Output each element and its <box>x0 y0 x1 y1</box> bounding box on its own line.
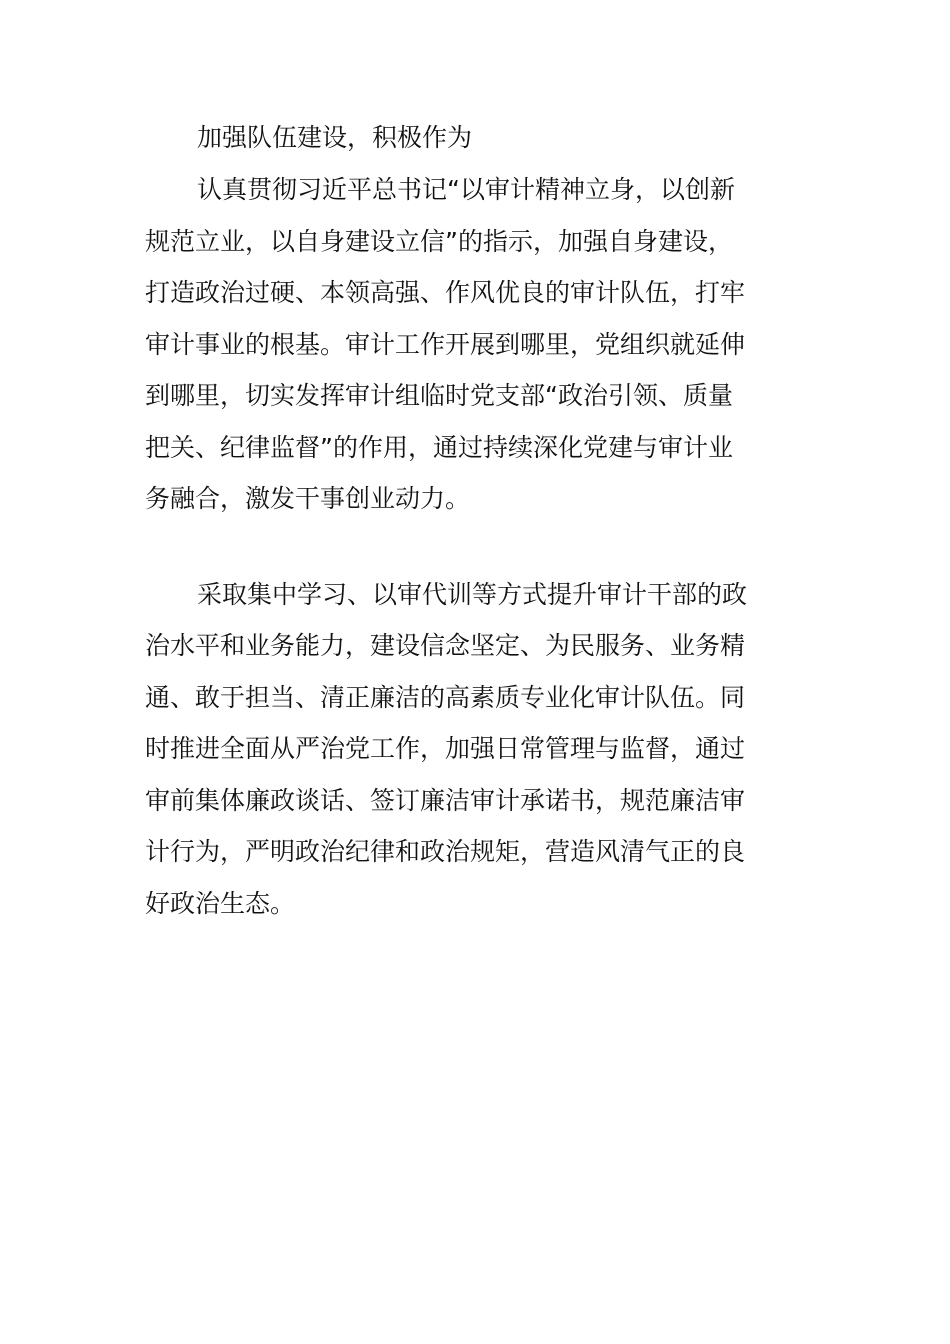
paragraph-line: 时推进全面从严治党工作，加强日常管理与监督，通过 <box>145 734 746 763</box>
paragraph-gap <box>145 525 810 569</box>
document-body <box>145 112 810 929</box>
section-heading: 加强队伍建设，积极作为 <box>197 123 473 152</box>
paragraph-line: 认真贯彻习近平总书记“以审计精神立身，以创新 <box>197 175 735 204</box>
paragraph-line: 治水平和业务能力，建设信念坚定、为民服务、业务精 <box>145 631 746 660</box>
paragraph-line: 务融合，激发干事创业动力。 <box>145 484 471 513</box>
paragraph-line: 规范立业，以自身建设立信”的指示，加强自身建设， <box>145 226 733 256</box>
paragraph-line: 审前集体廉政谈话、签订廉洁审计承诺书，规范廉洁审 <box>145 785 746 815</box>
paragraph-line: 打造政治过硬、本领高强、作风优良的审计队伍，打牢 <box>145 278 746 307</box>
paragraph-line: 通、敢于担当、清正廉洁的高素质专业化审计队伍。同 <box>145 682 746 712</box>
paragraph-line: 审计事业的根基。审计工作开展到哪里，党组织就延伸 <box>145 329 746 359</box>
paragraph-line: 采取集中学习、以审代训等方式提升审计干部的政 <box>197 579 748 609</box>
paragraph-2 <box>145 569 810 930</box>
paragraph-line: 把关、纪律监督”的作用，通过持续深化党建与审计业 <box>145 432 733 462</box>
paragraph-line: 到哪里，切实发挥审计组临时党支部“政治引领、质量 <box>145 381 733 410</box>
paragraph-1 <box>145 164 810 525</box>
paragraph-line: 计行为，严明政治纪律和政治规矩，营造风清气正的良 <box>145 837 746 866</box>
paragraph-line: 好政治生态。 <box>145 888 296 918</box>
